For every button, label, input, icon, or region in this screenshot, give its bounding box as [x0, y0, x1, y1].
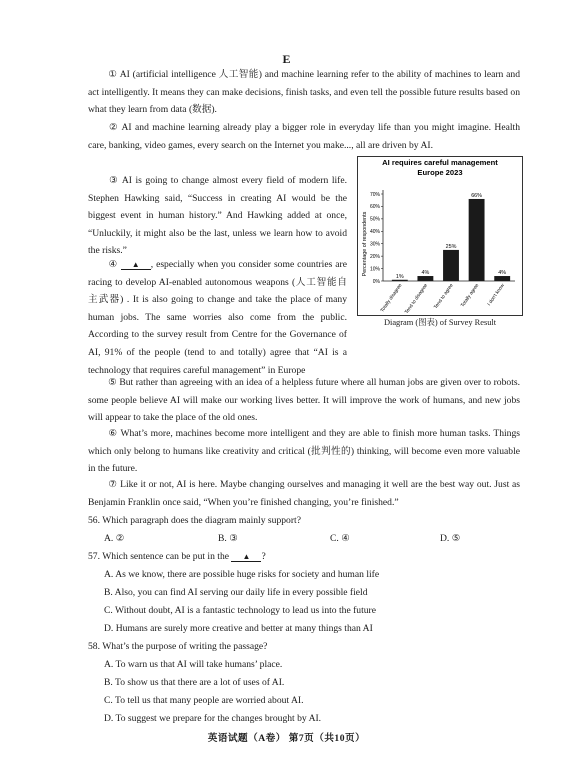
- y-tick-label: 0%: [372, 278, 380, 285]
- bar: [469, 199, 485, 281]
- y-tick-label: 40%: [369, 229, 380, 236]
- bar-value-label: 25%: [445, 243, 457, 250]
- x-tick-label: Tend to disagree: [404, 283, 430, 316]
- bar: [392, 280, 408, 281]
- question-57-option-a[interactable]: A. As we know, there are possible huge risks for society and human life: [104, 569, 380, 580]
- question-58-option-b[interactable]: B. To show us that there are a lot of uses of AI.: [104, 677, 285, 688]
- y-tick-label: 50%: [369, 216, 380, 223]
- question-57-blank: ▲: [231, 552, 261, 562]
- chart-svg: [357, 156, 523, 316]
- section-title: E: [282, 52, 291, 66]
- bar-value-label: 4%: [498, 270, 507, 277]
- question-56-option-a[interactable]: A. ②: [104, 533, 125, 544]
- x-tick-label: Totally agree: [460, 283, 481, 309]
- question-57-option-b[interactable]: B. Also, you can find AI serving our daily life in every possible field: [104, 587, 368, 598]
- chart-subtitle: Europe 2023: [417, 168, 463, 177]
- question-56-stem: 56. Which paragraph does the diagram mainly support?: [88, 515, 301, 526]
- paragraph-1: ① AI (artificial intelligence 人工智能) and machine learning refer to the ability of machines to learn and act intelligently. It means they can make decisions, finish tasks, and even tell the possible future results based on what they learn from data (数据).: [88, 69, 520, 116]
- bar: [417, 276, 433, 281]
- question-56-option-d[interactable]: D. ⑤: [440, 533, 461, 544]
- y-tick-label: 10%: [369, 266, 380, 273]
- question-58-stem: 58. What’s the purpose of writing the passage?: [88, 641, 268, 652]
- bar-value-label: 66%: [471, 192, 482, 199]
- page-footer: 英语试题（A卷） 第7页（共10页）: [207, 733, 366, 744]
- bar: [494, 276, 510, 281]
- paragraph-5: ⑤ But rather than agreeing with an idea of a helpless future where all human jobs are given over to robots. some people believe AI will make our working lives better. It will improve the work of humans, and new jobs will appear to take the place of the old ones.: [88, 377, 520, 424]
- chart-title: AI requires careful management: [382, 158, 498, 167]
- bar-value-label: 4%: [421, 270, 430, 277]
- question-58-option-c[interactable]: C. To tell us that many people are worried about AI.: [104, 695, 304, 706]
- x-tick-label: Totally disagree: [380, 283, 404, 314]
- paragraph-4: ④ ▲ , especially when you consider some countries are racing to develop AI-enabled autonomous weapons (人工智能自主武器) . It is also going to change and take the place of many human jobs. The same worries also come from the public. According to the survey result from Centre for the Governance of AI, 91% of the people (tend to and totally) agree that “AI is a technology that requires careful management” in Europe: [88, 259, 348, 376]
- bar-value-label: 1%: [395, 273, 404, 280]
- survey-chart: [357, 156, 523, 316]
- x-tick-label: Tend to agree: [433, 283, 455, 311]
- paragraph-2: ② AI and machine learning already play a bigger role in everyday life than you might imagine. Health care, banking, video games, every search on the Internet you make..., all are driven by AI.: [88, 122, 520, 151]
- y-tick-label: 20%: [369, 253, 380, 260]
- question-57-stem: 57. Which sentence can be put in the ▲ ?: [88, 551, 266, 562]
- paragraph-7: ⑦ Like it or not, AI is here. Maybe changing ourselves and managing it well are the best way out. Just as Benjamin Franklin once said, “When you’re finished changing, you’re finished.”: [88, 479, 520, 508]
- paragraph-3: ③ AI is going to change almost every field of modern life. Stephen Hawking said, “Success in creating AI would be the biggest event in human history.” And Hawking added at once, “Unluckily, it might also be the last, unless we learn how to avoid the risks.”: [88, 175, 347, 257]
- question-56-option-c[interactable]: C. ④: [330, 533, 350, 544]
- answer-blank: ▲: [121, 260, 151, 270]
- question-58-option-d[interactable]: D. To suggest we prepare for the changes brought by AI.: [104, 713, 322, 724]
- y-tick-label: 60%: [369, 204, 380, 211]
- y-tick-label: 70%: [369, 191, 380, 198]
- question-57-option-d[interactable]: D. Humans are surely more creative and better at many things than AI: [104, 623, 373, 634]
- question-58-option-a[interactable]: A. To warn us that AI will take humans’ place.: [104, 659, 283, 670]
- bar: [443, 250, 459, 281]
- question-57-option-c[interactable]: C. Without doubt, AI is a fantastic technology to lead us into the future: [104, 605, 377, 616]
- y-tick-label: 30%: [369, 241, 380, 248]
- x-tick-label: I don't know: [487, 283, 506, 307]
- question-56-option-b[interactable]: B. ③: [218, 533, 238, 544]
- y-axis-label: Percentage of respondents: [362, 211, 368, 277]
- paragraph-6: ⑥ What’s more, machines become more intelligent and they are able to finish more human tasks. Things which only belong to humans like creativity and critical (批判性的) thinking, will become even more valuable in the future.: [88, 428, 520, 475]
- chart-caption: Diagram (图表) of Survey Result: [383, 318, 497, 327]
